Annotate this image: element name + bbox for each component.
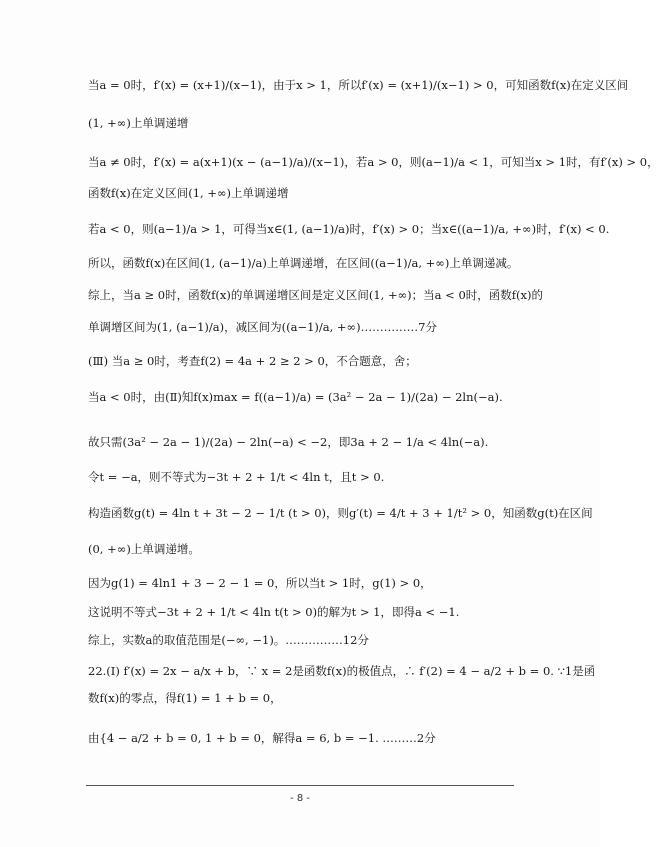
- footer-divider: [86, 785, 514, 786]
- text-line-2: (1, +∞)上单调递增: [88, 116, 189, 130]
- text-line-1: 当a = 0时，f′(x) = (x+1)/(x−1)，由于x > 1，所以f′(x) = (x+1)/(x−1) > 0，可知函数f(x)在定义区间: [88, 78, 629, 92]
- text-line-19: 数f(x)的零点，得f(1) = 1 + b = 0，: [88, 691, 282, 705]
- text-line-6: 所以，函数f(x)在区间(1, (a−1)/a)上单调递增，在区间((a−1)/a, +∞)上单调递减。: [88, 256, 519, 270]
- text-line-20: 由{4 − a/2 + b = 0, 1 + b = 0，解得a = 6, b = −1. ………2分: [88, 731, 436, 745]
- text-line-16: 这说明不等式−3t + 2 + 1/t < 4ln t(t > 0)的解为t > 1，即得a < −1.: [88, 605, 460, 619]
- text-line-9: (Ⅲ) 当a ≥ 0时，考查f(2) = 4a + 2 ≥ 2 > 0，不合题意，舍；: [88, 354, 417, 368]
- text-line-12: 令t = −a，则不等式为−3t + 2 + 1/t < 4ln t，且t > 0.: [88, 470, 385, 484]
- text-line-14: (0, +∞)上单调递增。: [88, 542, 200, 556]
- text-line-3: 当a ≠ 0时，f′(x) = a(x+1)(x − (a−1)/a)/(x−1)，若a > 0，则(a−1)/a < 1，可知当x > 1时，有f′(x) > 0，: [88, 155, 659, 169]
- text-line-17: 综上，实数a的取值范围是(−∞, −1)。……………12分: [88, 633, 369, 647]
- text-line-5: 若a < 0，则(a−1)/a > 1，可得当x∈(1, (a−1)/a)时，f′(x) > 0；当x∈((a−1)/a, +∞)时，f′(x) < 0.: [88, 222, 610, 236]
- text-line-15: 因为g(1) = 4ln1 + 3 − 2 − 1 = 0，所以当t > 1时，g(1) > 0，: [88, 576, 432, 590]
- text-line-8: 单调增区间为(1, (a−1)/a)，减区间为((a−1)/a, +∞)……………7分: [88, 320, 437, 334]
- text-line-11: 故只需(3a² − 2a − 1)/(2a) − 2ln(−a) < −2，即3a + 2 − 1/a < 4ln(−a).: [88, 435, 489, 449]
- text-line-7: 综上，当a ≥ 0时，函数f(x)的单调递增区间是定义区间(1, +∞)；当a < 0时，函数f(x)的: [88, 288, 543, 302]
- text-line-13: 构造函数g(t) = 4ln t + 3t − 2 − 1/t (t > 0)，则g′(t) = 4/t + 3 + 1/t² > 0，知函数g(t)在区间: [88, 506, 593, 520]
- page-number: - 8 -: [290, 793, 310, 804]
- text-line-18: 22.(Ⅰ) f′(x) = 2x − a/x + b，∵ x = 2是函数f(x)的极值点，∴ f′(2) = 4 − a/2 + b = 0. ∵1是函: [88, 664, 596, 678]
- text-line-4: 函数f(x)在定义区间(1, +∞)上单调递增: [88, 186, 289, 200]
- text-line-10: 当a < 0时，由(Ⅱ)知f(x)max = f((a−1)/a) = (3a² − 2a − 1)/(2a) − 2ln(−a).: [88, 390, 503, 404]
